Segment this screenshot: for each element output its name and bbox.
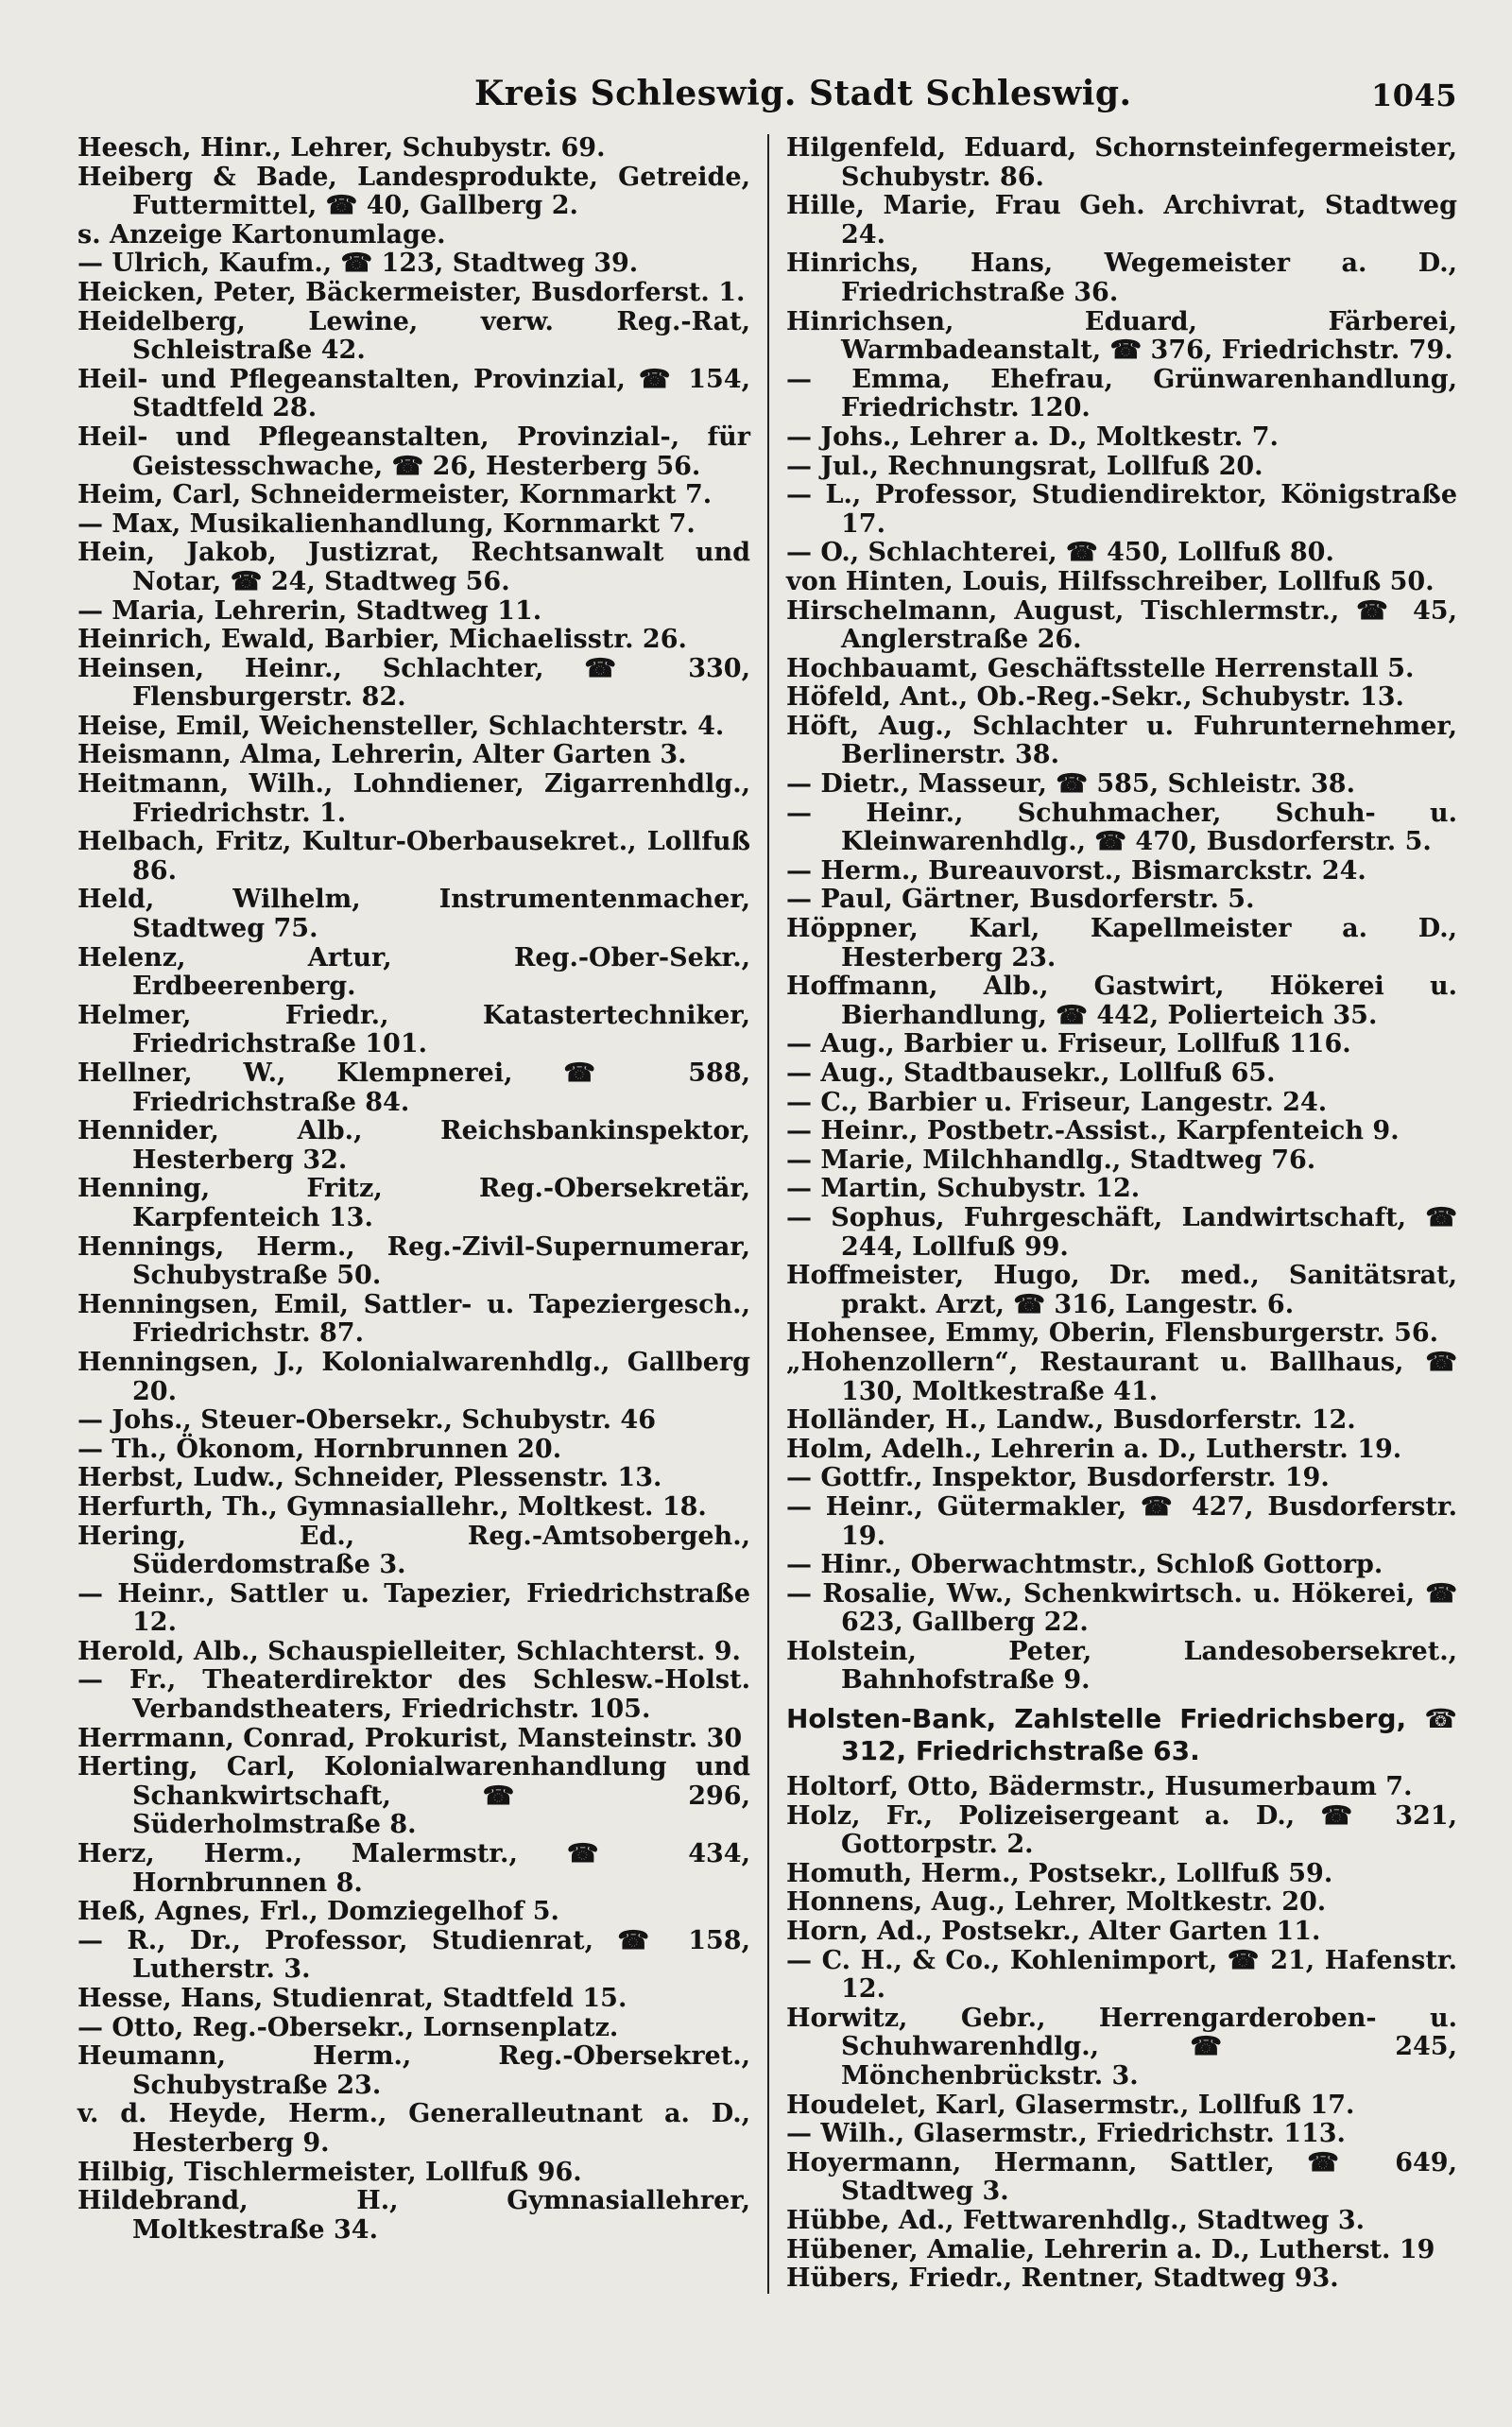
directory-entry: Henningsen, Emil, Sattler- u. Tapeziergesch., Friedrichstr. 87.	[77, 1289, 750, 1349]
directory-entry: Hübener, Amalie, Lehrerin a. D., Lutherst. 19	[786, 2234, 1435, 2264]
directory-entry: Hein, Jakob, Justizrat, Rechtsanwalt und Notar, ☎ 24, Stadtweg 56.	[77, 538, 750, 596]
directory-entry: — Maria, Lehrerin, Stadtweg 11.	[77, 595, 542, 626]
directory-entry: Heicken, Peter, Bäckermeister, Busdorferst. 1.	[77, 277, 746, 307]
directory-entry: Herz, Herm., Malermstr., ☎ 434, Hornbrunnen 8.	[77, 1839, 750, 1898]
directory-entry: Held, Wilhelm, Instrumentenmacher, Stadtweg 75.	[77, 885, 750, 944]
directory-entry: — Sophus, Fuhrgeschäft, Landwirtschaft, ☎ 244, Lollfuß 99.	[786, 1202, 1457, 1262]
page-number: 1045	[1370, 77, 1457, 113]
directory-entry: — C. H., & Co., Kohlenimport, ☎ 21, Hafenstr. 12.	[786, 1945, 1457, 2005]
directory-entry: Hoffmann, Alb., Gastwirt, Hökerei u. Bierhandlung, ☎ 442, Polierteich 35.	[786, 972, 1457, 1030]
directory-entry: Hellner, W., Klempnerei, ☎ 588, Friedrichstraße 84.	[77, 1059, 750, 1117]
directory-entry: — Johs., Steuer-Obersekr., Schubystr. 46	[77, 1405, 656, 1436]
directory-entry: — Herm., Bureauvorst., Bismarckstr. 24.	[786, 855, 1366, 886]
directory-entry: Hoffmeister, Hugo, Dr. med., Sanitätsrat, prakt. Arzt, ☎ 316, Langestr. 6.	[786, 1261, 1457, 1319]
directory-entry: — Dietr., Masseur, ☎ 585, Schleistr. 38.	[786, 769, 1355, 800]
directory-entry: Heß, Agnes, Frl., Domziegelhof 5.	[77, 1897, 559, 1927]
directory-entry: Heesch, Hinr., Lehrer, Schubystr. 69.	[77, 133, 606, 163]
directory-entry: — Heinr., Gütermakler, ☎ 427, Busdorferstr. 19.	[786, 1491, 1457, 1551]
directory-entry: — Paul, Gärtner, Busdorferstr. 5.	[786, 885, 1255, 915]
directory-entry: „Hohenzollern“, Restaurant u. Ballhaus, ☎ 130, Moltkestraße 41.	[786, 1347, 1457, 1406]
directory-entry: Holtorf, Otto, Bädermstr., Husumerbaum 7.	[786, 1772, 1413, 1802]
directory-entry: Henning, Fritz, Reg.-Obersekretär, Karpfenteich 13.	[77, 1174, 750, 1232]
directory-entry: Herting, Carl, Kolonialwarenhandlung und Schankwirtschaft, ☎ 296, Süderholmstraße 8.	[77, 1752, 750, 1840]
directory-entry: — Martin, Schubystr. 12.	[786, 1174, 1141, 1204]
directory-entry: — Fr., Theaterdirektor des Schlesw.-Holst. Verbandstheaters, Friedrichstr. 105.	[77, 1665, 750, 1725]
directory-entry: — Ulrich, Kaufm., ☎ 123, Stadtweg 39.	[77, 249, 639, 279]
directory-entry: Heinsen, Heinr., Schlachter, ☎ 330, Flensburgerstr. 82.	[77, 653, 750, 713]
directory-entry: Höppner, Karl, Kapellmeister a. D., Hesterberg 23.	[786, 914, 1457, 973]
advertisement-entry: Holsten-Bank, Zahlstelle Friedrichsberg, ☎ 312, Friedrichstraße 63.	[786, 1703, 1457, 1767]
directory-entry: Hilbig, Tischlermeister, Lollfuß 96.	[77, 2157, 582, 2187]
directory-entry: Holstein, Peter, Landesobersekret., Bahnhofstraße 9.	[786, 1636, 1457, 1695]
directory-entry: Hinrichs, Hans, Wegemeister a. D., Friedrichstraße 36.	[786, 249, 1457, 307]
directory-entry: — Marie, Milchhandlg., Stadtweg 76.	[786, 1145, 1316, 1175]
directory-entry: Herold, Alb., Schauspielleiter, Schlachterst. 9.	[77, 1636, 741, 1666]
directory-entry: — Max, Musikalienhandlung, Kornmarkt 7.	[77, 508, 696, 539]
directory-entry: Holz, Fr., Polizeisergeant a. D., ☎ 321, Gottorpstr. 2.	[786, 1800, 1457, 1860]
directory-entry: Hübbe, Ad., Fettwarenhdlg., Stadtweg 3.	[786, 2205, 1366, 2235]
directory-entry: Hochbauamt, Geschäftsstelle Herrenstall 5.	[786, 653, 1415, 683]
directory-entry: Houdelet, Karl, Glasermstr., Lollfuß 17.	[786, 2090, 1355, 2120]
directory-entry: Henningsen, J., Kolonialwarenhdlg., Gallberg 20.	[77, 1347, 750, 1406]
directory-entry: v. d. Heyde, Herm., Generalleutnant a. D., Hesterberg 9.	[77, 2099, 750, 2158]
directory-entry: Höfeld, Ant., Ob.-Reg.-Sekr., Schubystr. 13.	[786, 682, 1404, 713]
directory-entry: — Johs., Lehrer a. D., Moltkestr. 7.	[786, 422, 1279, 452]
directory-entry: — O., Schlachterei, ☎ 450, Lollfuß 80.	[786, 538, 1334, 568]
directory-entry: — Heinr., Schuhmacher, Schuh- u. Kleinwarenhdlg., ☎ 470, Busdorferstr. 5.	[786, 798, 1457, 857]
directory-entry: Hübers, Friedr., Rentner, Stadtweg 93.	[786, 2263, 1339, 2294]
directory-entry: Heumann, Herm., Reg.-Obersekret., Schubystraße 23.	[77, 2041, 750, 2100]
directory-entry: Heismann, Alma, Lehrerin, Alter Garten 3.	[77, 740, 687, 770]
directory-entry: — Aug., Stadtbausekr., Lollfuß 65.	[786, 1059, 1276, 1088]
directory-entry: — R., Dr., Professor, Studienrat, ☎ 158, Lutherstr. 3.	[77, 1925, 750, 1985]
directory-entry: Herfurth, Th., Gymnasiallehr., Moltkest. 18.	[77, 1491, 707, 1522]
directory-entry: Hinrichsen, Eduard, Färberei, Warmbadeanstalt, ☎ 376, Friedrichstr. 79.	[786, 306, 1457, 366]
right-column	[767, 134, 1457, 2294]
directory-entry: — Heinr., Postbetr.-Assist., Karpfenteich 9.	[786, 1116, 1400, 1146]
directory-entry: Hesse, Hans, Studienrat, Stadtfeld 15.	[77, 1984, 627, 2013]
directory-entry: — Otto, Reg.-Obersekr., Lornsenplatz.	[77, 2012, 619, 2042]
directory-entry: Homuth, Herm., Postsekr., Lollfuß 59.	[786, 1858, 1333, 1888]
directory-entry: Heinrich, Ewald, Barbier, Michaelisstr. 26.	[77, 625, 687, 655]
directory-entry: Höft, Aug., Schlachter u. Fuhrunternehmer, Berlinerstr. 38.	[786, 711, 1457, 770]
directory-entry: — C., Barbier u. Friseur, Langestr. 24.	[786, 1087, 1328, 1117]
directory-entry: — Jul., Rechnungsrat, Lollfuß 20.	[786, 451, 1263, 481]
directory-entry: Heiberg & Bade, Landesprodukte, Getreide, Futtermittel, ☎ 40, Gallberg 2.	[77, 162, 750, 221]
directory-entry: Heitmann, Wilh., Lohndiener, Zigarrenhdlg., Friedrichstr. 1.	[77, 769, 750, 828]
directory-entry: Heim, Carl, Schneidermeister, Kornmarkt 7.	[77, 480, 713, 510]
directory-entry: Hildebrand, H., Gymnasiallehrer, Moltkestraße 34.	[77, 2186, 750, 2245]
directory-entry: — Emma, Ehefrau, Grünwarenhandlung, Friedrichstr. 120.	[786, 364, 1457, 423]
directory-entry: Hering, Ed., Reg.-Amtsobergeh., Süderdomstraße 3.	[77, 1521, 750, 1580]
directory-entry: — L., Professor, Studiendirektor, Königstraße 17.	[786, 480, 1457, 539]
directory-entry: von Hinten, Louis, Hilfsschreiber, Lollfuß 50.	[786, 566, 1435, 596]
directory-entry: s. Anzeige Kartonumlage.	[77, 219, 446, 250]
directory-entry: Holländer, H., Landw., Busdorferstr. 12.	[786, 1405, 1356, 1436]
directory-entry: Holm, Adelh., Lehrerin a. D., Lutherstr. 19.	[786, 1434, 1402, 1464]
directory-entry: Hilgenfeld, Eduard, Schornsteinfegermeister, Schubystr. 86.	[786, 133, 1457, 192]
directory-entry: — Heinr., Sattler u. Tapezier, Friedrichstraße 12.	[77, 1578, 750, 1638]
page-header	[77, 74, 1465, 130]
directory-entry: — Gottfr., Inspektor, Busdorferstr. 19.	[786, 1463, 1330, 1493]
directory-entry: Heil- und Pflegeanstalten, Provinzial, ☎ 154, Stadtfeld 28.	[77, 364, 750, 423]
directory-entry: Helenz, Artur, Reg.-Ober-Sekr., Erdbeerenberg.	[77, 942, 750, 1002]
directory-entry: Hennings, Herm., Reg.-Zivil-Supernumerar, Schubystraße 50.	[77, 1231, 750, 1291]
directory-entry: Horwitz, Gebr., Herrengarderoben- u. Schuhwarenhdlg., ☎ 245, Mönchenbrückstr. 3.	[786, 2003, 1457, 2091]
directory-entry: — Th., Ökonom, Hornbrunnen 20.	[77, 1434, 562, 1464]
directory-entry: Helmer, Friedr., Katastertechniker, Friedrichstraße 101.	[77, 1000, 750, 1059]
directory-entry: Heise, Emil, Weichensteller, Schlachterstr. 4.	[77, 711, 725, 741]
directory-entry: Herrmann, Conrad, Prokurist, Mansteinstr. 30	[77, 1723, 743, 1753]
directory-entry: — Aug., Barbier u. Friseur, Lollfuß 116.	[786, 1029, 1351, 1059]
directory-entry: Honnens, Aug., Lehrer, Moltkestr. 20.	[786, 1887, 1327, 1918]
page-title: Kreis Schleswig. Stadt Schleswig.	[474, 74, 1132, 113]
directory-entry: Hoyermann, Hermann, Sattler, ☎ 649, Stadtweg 3.	[786, 2147, 1457, 2207]
left-column	[77, 134, 767, 2294]
directory-entry: Horn, Ad., Postsekr., Alter Garten 11.	[786, 1917, 1321, 1947]
directory-entry: — Hinr., Oberwachtmstr., Schloß Gottorp.	[786, 1550, 1383, 1580]
directory-entry: — Rosalie, Ww., Schenkwirtsch. u. Hökerei, ☎ 623, Gallberg 22.	[786, 1578, 1457, 1638]
directory-entry: Herbst, Ludw., Schneider, Plessenstr. 13.	[77, 1463, 662, 1493]
directory-entry: Heil- und Pflegeanstalten, Provinzial-, für Geistesschwache, ☎ 26, Hesterberg 56.	[77, 422, 750, 481]
directory-columns	[77, 134, 1465, 2294]
directory-entry: Hirschelmann, August, Tischlermstr., ☎ 45, Anglerstraße 26.	[786, 595, 1457, 655]
directory-entry: — Wilh., Glasermstr., Friedrichstr. 113.	[786, 2119, 1346, 2149]
directory-entry: Hille, Marie, Frau Geh. Archivrat, Stadtweg 24.	[786, 191, 1457, 250]
directory-entry: Hennider, Alb., Reichsbankinspektor, Hesterberg 32.	[77, 1116, 750, 1175]
directory-entry: Helbach, Fritz, Kultur-Oberbausekret., Lollfuß 86.	[77, 827, 750, 886]
directory-entry: Heidelberg, Lewine, verw. Reg.-Rat, Schleistraße 42.	[77, 306, 750, 366]
directory-entry: Hohensee, Emmy, Oberin, Flensburgerstr. 56.	[786, 1318, 1439, 1349]
